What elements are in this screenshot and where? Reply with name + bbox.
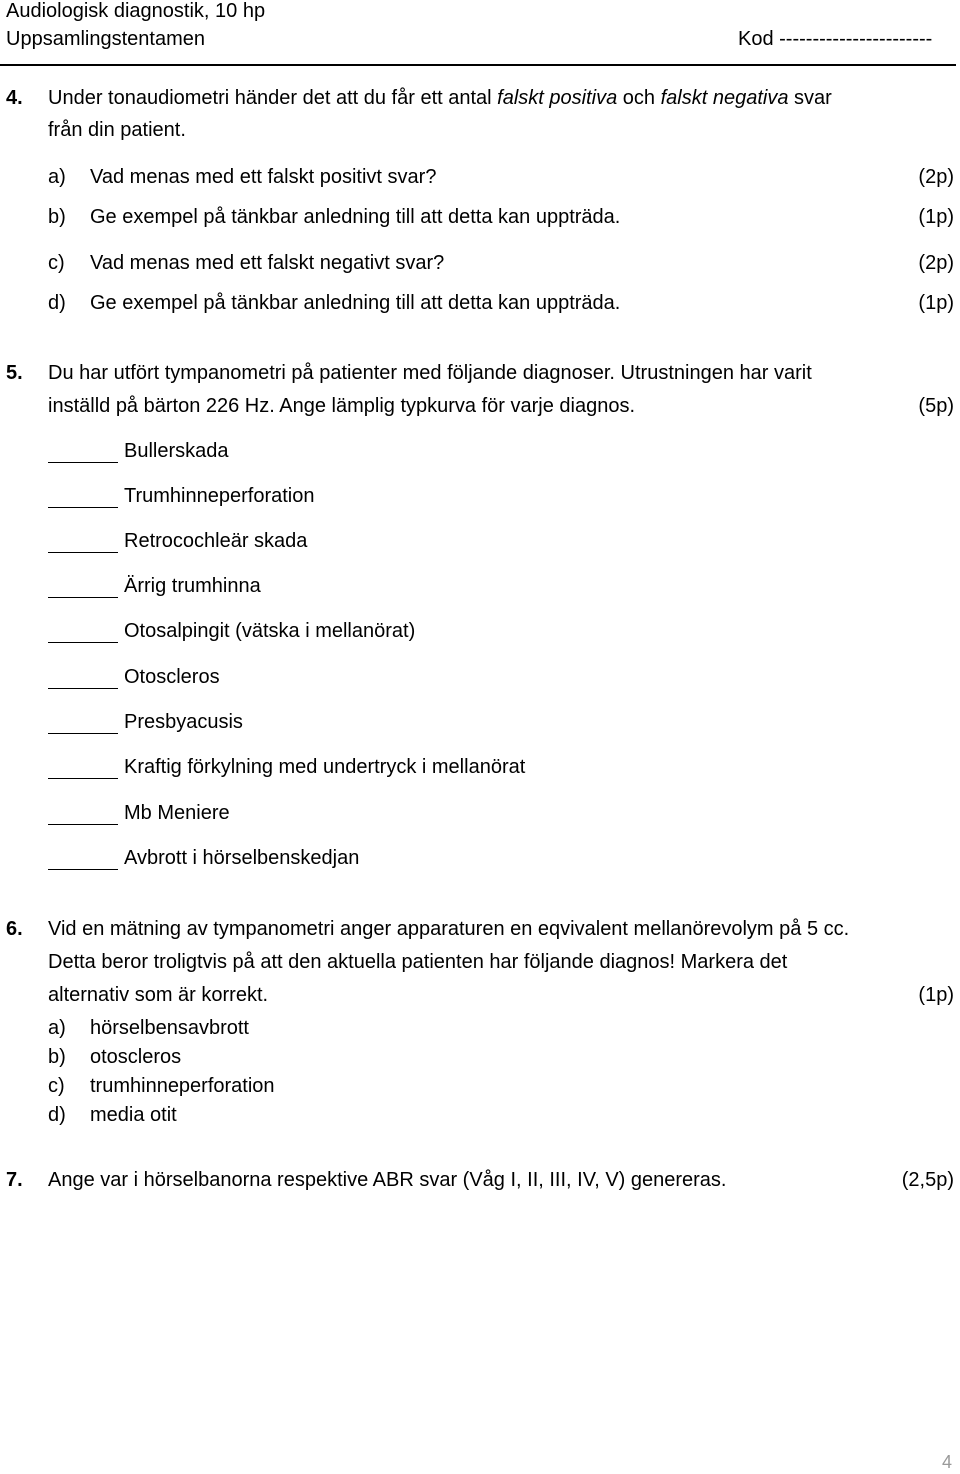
q7-number: 7. [6, 1169, 23, 1191]
answer-blank[interactable] [48, 869, 118, 870]
q4-item-text: Vad menas med ett falskt negativt svar? [90, 252, 445, 274]
answer-blank[interactable] [48, 507, 118, 508]
q4-item-letter: d) [48, 292, 66, 314]
q6-points: (1p) [918, 984, 954, 1006]
q5-text-line2: inställd på bärton 226 Hz. Ange lämplig typkurva för varje diagnos. [48, 395, 636, 417]
header-rule [0, 64, 956, 66]
q6-option-text[interactable]: trumhinneperforation [90, 1075, 275, 1097]
diagnosis-label: Presbyacusis [124, 711, 243, 733]
q4-item-points: (2p) [918, 166, 954, 188]
q4-text: Under tonaudiometri händer det att du får ett antal falskt positiva och falskt negativa svar [48, 87, 832, 109]
q4-text-line2: från din patient. [48, 119, 186, 141]
q7-text: Ange var i hörselbanorna respektive ABR svar (Våg I, II, III, IV, V) genereras. [48, 1169, 727, 1191]
q4-item-letter: a) [48, 166, 66, 188]
diagnosis-label: Ärrig trumhinna [124, 575, 261, 597]
q6-option-text[interactable]: media otit [90, 1104, 177, 1126]
q6-text-line2: Detta beror troligtvis på att den aktuella patienten har följande diagnos! Markera det [48, 951, 788, 973]
answer-blank[interactable] [48, 688, 118, 689]
q4-number: 4. [6, 87, 23, 109]
exam-title: Uppsamlingstentamen [6, 28, 205, 50]
q4-item-letter: c) [48, 252, 65, 274]
code-field: Kod ----------------------- [738, 28, 933, 50]
q6-number: 6. [6, 918, 23, 940]
diagnosis-label: Mb Meniere [124, 802, 230, 824]
answer-blank[interactable] [48, 597, 118, 598]
answer-blank[interactable] [48, 462, 118, 463]
answer-blank[interactable] [48, 733, 118, 734]
diagnosis-label: Otosalpingit (vätska i mellanörat) [124, 620, 416, 642]
diagnosis-label: Otoscleros [124, 666, 220, 688]
answer-blank[interactable] [48, 642, 118, 643]
q6-option-letter: b) [48, 1046, 66, 1068]
q6-option-text[interactable]: otoscleros [90, 1046, 182, 1068]
q4-item-text: Vad menas med ett falskt positivt svar? [90, 166, 437, 188]
q6-text-line1: Vid en mätning av tympanometri anger apparaturen en eqvivalent mellanörevolym på 5 cc. [48, 918, 850, 940]
diagnosis-label: Avbrott i hörselbenskedjan [124, 847, 360, 869]
course-title: Audiologisk diagnostik, 10 hp [6, 0, 266, 22]
answer-blank[interactable] [48, 552, 118, 553]
answer-blank[interactable] [48, 778, 118, 779]
diagnosis-label: Retrocochleär skada [124, 530, 308, 552]
q7-points: (2,5p) [901, 1169, 954, 1191]
page-number: 4 [941, 1452, 952, 1472]
answer-blank[interactable] [48, 824, 118, 825]
diagnosis-label: Kraftig förkylning med undertryck i mellanörat [124, 756, 526, 778]
q4-item-points: (1p) [918, 206, 954, 228]
diagnosis-label: Bullerskada [124, 440, 229, 462]
q4-item-letter: b) [48, 206, 66, 228]
q6-option-text[interactable]: hörselbensavbrott [90, 1017, 249, 1039]
q4-item-text: Ge exempel på tänkbar anledning till att detta kan uppträda. [90, 206, 621, 228]
q6-option-letter: a) [48, 1017, 66, 1039]
q5-text-line1: Du har utfört tympanometri på patienter med följande diagnoser. Utrustningen har varit [48, 362, 812, 384]
q6-option-letter: d) [48, 1104, 66, 1126]
q4-item-points: (1p) [918, 292, 954, 314]
diagnosis-label: Trumhinneperforation [124, 485, 315, 507]
q4-item-points: (2p) [918, 252, 954, 274]
q5-points: (5p) [918, 395, 954, 417]
q6-text-line3: alternativ som är korrekt. [48, 984, 269, 1006]
q5-number: 5. [6, 362, 23, 384]
q4-item-text: Ge exempel på tänkbar anledning till att detta kan uppträda. [90, 292, 621, 314]
q6-option-letter: c) [48, 1075, 65, 1097]
